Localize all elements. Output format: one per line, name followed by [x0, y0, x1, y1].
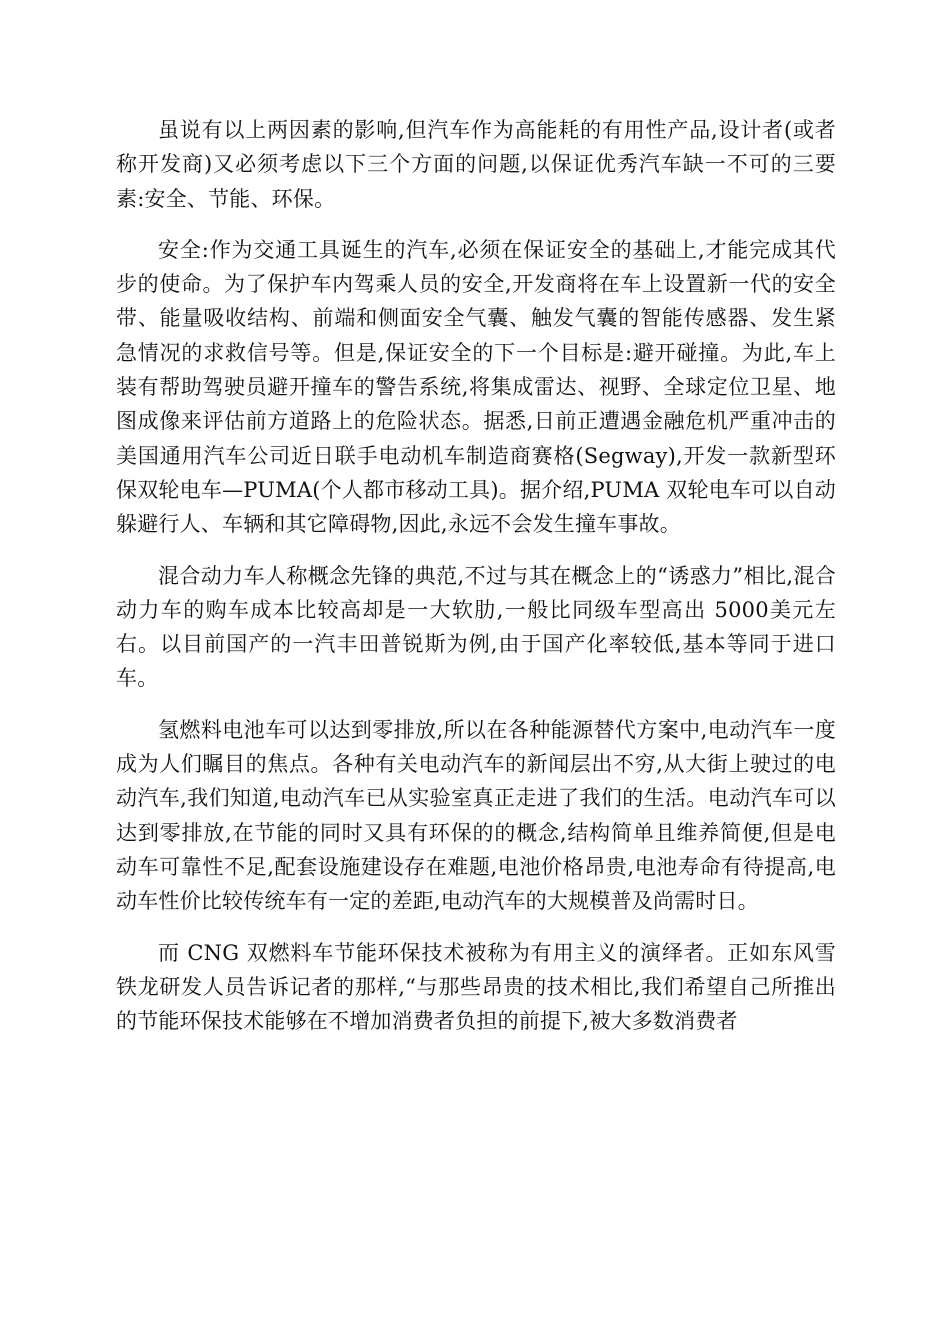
paragraph-electric: 氢燃料电池车可以达到零排放,所以在各种能源替代方案中,电动汽车一度成为人们瞩目的焦点。各种有关电动汽车的新闻层出不穷,从大街上驶过的电动汽车,我们知道,电动汽车已从实验室真正走进了我们的生活。电动汽车可以达到零排放,在节能的同时又具有环保的的概念,结构简单且维养简便,但是电动车可靠性不足,配套设施建设存在难题,电池价格昂贵,电池寿命有待提高,电动车性价比较传统车有一定的差距,电动汽车的大规模普及尚需时日。 — [116, 717, 836, 914]
paragraph-cng: 而 CNG 双燃料车节能环保技术被称为有用主义的演绎者。正如东风雪铁龙研发人员告诉记者的那样,“与那些昂贵的技术相比,我们希望自己所推出的节能环保技术能够在不增加消费者负担的前提下,被大多数消费者 — [116, 940, 836, 1034]
paragraph-safety: 安全:作为交通工具诞生的汽车,必须在保证安全的基础上,才能完成其代步的使命。为了保护车内驾乘人员的安全,开发商将在车上设置新一代的安全带、能量吸收结构、前端和侧面安全气囊、触发气囊的智能传感器、发生紧急情况的求救信号等。但是,保证安全的下一个目标是:避开碰撞。为此,车上装有帮助驾驶员避开撞车的警告系统,将集成雷达、视野、全球定位卫星、地图成像来评估前方道路上的危险状态。据悉,日前正遭遇金融危机严重冲击的美国通用汽车公司近日联手电动机车制造商赛格(Segway),开发一款新型环保双轮电车—PUMA(个人都市移动工具)。据介绍,PUMA 双轮电车可以自动躲避行人、车辆和其它障碍物,因此,永远不会发生撞车事故。 — [116, 237, 836, 537]
paragraph-intro: 虽说有以上两因素的影响,但汽车作为高能耗的有用性产品,设计者(或者称开发商)又必须考虑以下三个方面的问题,以保证优秀汽车缺一不可的三要素:安全、节能、环保。 — [116, 118, 836, 211]
document-body — [116, 113, 836, 1055]
paragraph-hybrid: 混合动力车人称概念先锋的典范,不过与其在概念上的“诱惑力”相比,混合动力车的购车成本比较高却是一大软肋,一般比同级车型高出 5000美元左右。以目前国产的一汽丰田普锐斯为例,由于国产化率较低,基本等同于进口车。 — [116, 563, 836, 691]
